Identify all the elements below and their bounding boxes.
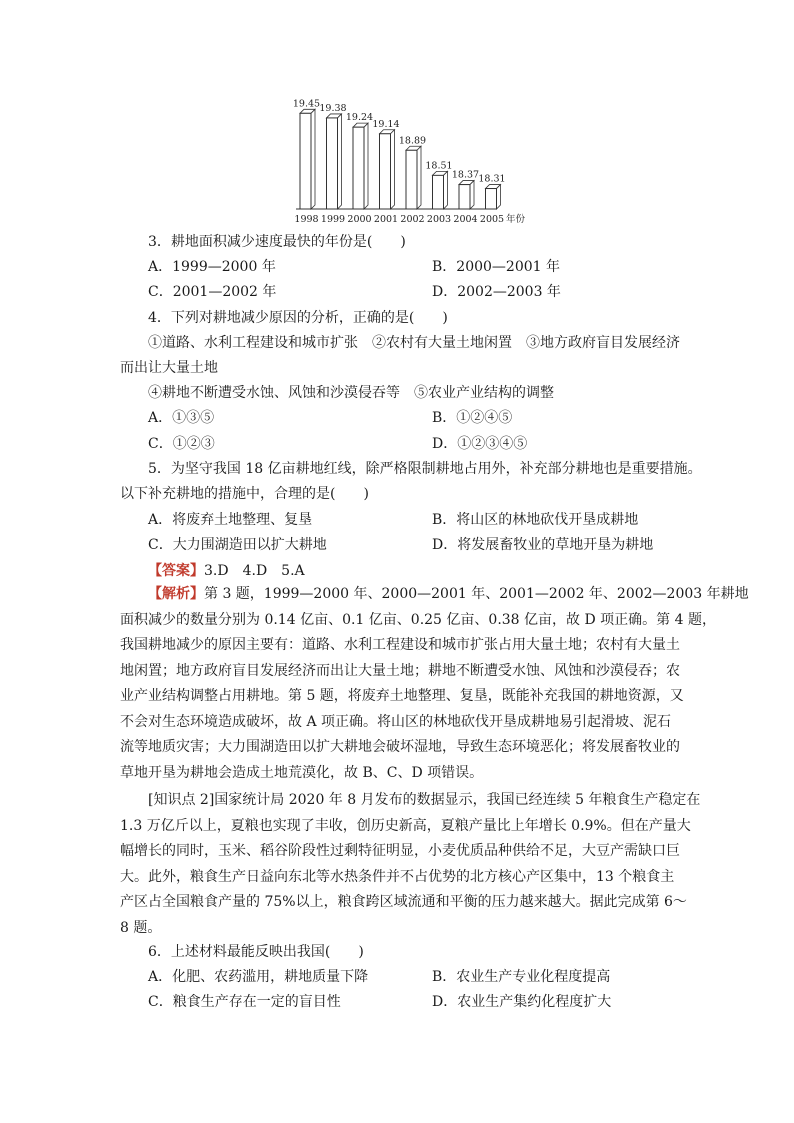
analysis-block (120, 582, 749, 786)
analysis-line: 不会对生态环境造成破坏，故 A 项正确。将山区的林地砍伐开垦成耕地易引起滑坡、泥石 (120, 713, 672, 730)
bar-value-label: 19.38 (319, 102, 347, 114)
q4-option-d: D．①②③④⑤ (432, 436, 528, 452)
chart-bars (293, 98, 506, 209)
answer-tag: 【答案】 (148, 563, 204, 579)
analysis-line: 地闲置；地方政府盲目发展经济而出让大量土地；耕地不断遭受水蚀、风蚀和沙漠侵吞；农 (120, 662, 680, 679)
bar-side-face (311, 109, 315, 209)
bar-side-face (444, 171, 448, 209)
knowledge-line: 大。此外，粮食生产日益向东北等水热条件并不占优势的北方核心产区集中，13 个粮食主 (120, 868, 675, 885)
bar-side-face (497, 185, 501, 209)
q6-option-c: C．粮食生产存在一定的盲目性 (148, 994, 341, 1010)
analysis-line: 草地开垦为耕地会造成土地荒漠化，故 B、C、D 项错误。 (120, 764, 484, 781)
bar-value-label: 19.45 (292, 98, 321, 110)
x-tick-label: 2005 (479, 214, 505, 225)
bar-side-face (417, 146, 421, 209)
q4-statement-line-1: ①道路、水利工程建设和城市扩张 ②农村有大量土地闲置 ③地方政府盲目发展经济 (148, 335, 680, 351)
x-tick-label: 1998 (294, 214, 319, 225)
analysis-tag: 【解析】 (148, 586, 204, 602)
bar-value-label: 18.89 (398, 135, 427, 147)
q5-option-c: C．大力围湖造田以扩大耕地 (148, 537, 327, 553)
q5-option-b: B．将山区的林地砍伐开垦成耕地 (432, 512, 639, 528)
answer-text: 3.D 4.D 5.A (204, 563, 305, 579)
bar (300, 113, 311, 209)
knowledge-line: 8 题。 (120, 919, 162, 936)
farmland-bar-chart (290, 88, 540, 228)
analysis-line: 面积减少的数量分别为 0.14 亿亩、0.1 亿亩、0.25 亿亩、0.38 亿亩，故 D 项正确。第 4 题， (120, 611, 716, 628)
knowledge-line: 幅增长的同时，玉米、稻谷阶段性过剩特征明显，小麦优质品种供给不足，大豆产需缺口巨 (120, 843, 680, 859)
knowledge-line: 1.3 万亿斤以上，夏粮也实现了丰收，创历史新高，夏粮产量比上年增长 0.9%。但在产量大 (120, 817, 691, 834)
knowledge-point-block (120, 788, 701, 941)
bar-side-face (470, 181, 474, 209)
q3-option-a: A．1999—2000 年 (148, 259, 276, 275)
bar-value-label: 19.24 (345, 112, 374, 124)
q3-option-d: D．2002—2003 年 (432, 284, 561, 300)
bar-value-label: 18.51 (425, 160, 453, 172)
knowledge-line: 产区占全国粮食产量的 75%以上，粮食跨区域流通和平衡的压力越来越大。据此完成第 6～ (120, 894, 687, 910)
chart-tick-labels (294, 214, 504, 225)
x-tick-label: 2002 (400, 214, 425, 225)
x-tick-label: 2004 (453, 214, 478, 225)
bar-side-face (338, 114, 342, 209)
bar-value-label: 18.31 (478, 173, 506, 185)
bar (353, 127, 364, 209)
q6-stem: 6．上述材料最能反映出我国( ) (148, 944, 364, 960)
q4-option-a: A．①③⑤ (148, 410, 215, 426)
analysis-line: 【解析】第 3 题，1999—2000 年、2000—2001 年、2001—2002 年、2002—2003 年耕地 (148, 586, 749, 602)
q5-stem-line-2: 以下补充耕地的措施中，合理的是( ) (120, 486, 369, 502)
bar-value-label: 19.14 (372, 118, 400, 130)
knowledge-line: [知识点 2]国家统计局 2020 年 8 月发布的数据显示，我国已经连续 5 年粮食生产稳定在 (148, 792, 701, 808)
analysis-line: 业产业结构调整占用耕地。第 5 题，将废弃土地整理、复垦，既能补充我国的耕地资源，又 (120, 688, 684, 704)
bar (433, 175, 444, 209)
x-tick-label: 1999 (320, 214, 346, 225)
q6-option-b: B．农业生产专业化程度提高 (432, 969, 611, 985)
x-axis-label: 年份 (506, 214, 526, 225)
q3-option-c: C．2001—2002 年 (148, 284, 277, 300)
q4-option-c: C．①②③ (148, 436, 215, 452)
x-tick-label: 2001 (373, 214, 399, 225)
q6-option-a: A．化肥、农药滥用，耕地质量下降 (148, 969, 369, 985)
bar (406, 150, 417, 209)
q5-option-d: D．将发展畜牧业的草地开垦为耕地 (432, 537, 654, 553)
bar-value-label: 18.37 (451, 169, 480, 181)
x-tick-label: 2000 (347, 214, 372, 225)
x-tick-label: 2003 (426, 214, 452, 225)
q4-stem: 4．下列对耕地减少原因的分析，正确的是( ) (148, 310, 448, 326)
bar (459, 185, 470, 209)
q4-statement-line-3: ④耕地不断遭受水蚀、风蚀和沙漠侵吞等 ⑤农业产业结构的调整 (148, 385, 554, 401)
q6-option-d: D．农业生产集约化程度扩大 (432, 994, 612, 1010)
q3-stem: 3．耕地面积减少速度最快的年份是( ) (148, 234, 406, 250)
analysis-line: 流等地质灾害；大力围湖造田以扩大耕地会破坏湿地，导致生态环境恶化；将发展畜牧业的 (120, 739, 680, 755)
q4-statement-line-2: 而出让大量土地 (120, 360, 218, 376)
bar-side-face (391, 130, 395, 209)
q5-stem-line-1: 5．为坚守我国 18 亿亩耕地红线，除严格限制耕地占用外，补充部分耕地也是重要措施。 (148, 461, 702, 477)
q3-option-b: B．2000—2001 年 (432, 259, 560, 275)
bar-side-face (364, 123, 368, 209)
bar (327, 118, 338, 209)
bar (486, 189, 497, 209)
q5-option-a: A．将废弃土地整理、复垦 (148, 512, 313, 528)
answer-line (148, 561, 305, 581)
bar (380, 134, 391, 209)
q4-option-b: B．①②④⑤ (432, 410, 513, 426)
analysis-line: 我国耕地减少的原因主要有：道路、水利工程建设和城市扩张占用大量土地；农村有大量土 (120, 637, 680, 653)
